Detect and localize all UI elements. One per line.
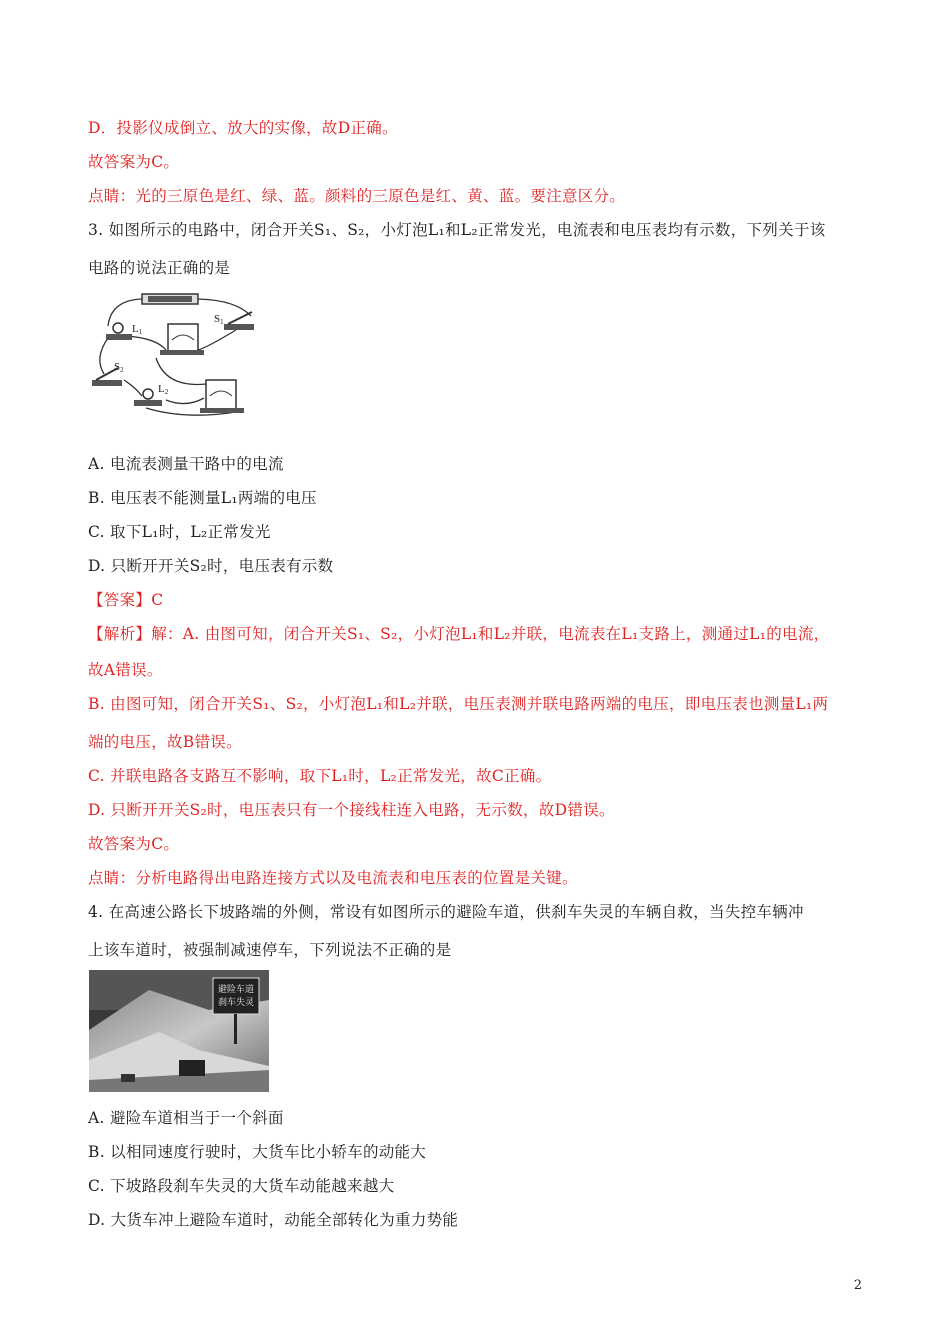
page-number: 2 xyxy=(853,1278,862,1293)
option-b: B. 以相同速度行驶时，大货车比小轿车的动能大 xyxy=(88,1143,427,1161)
question-4-text: 4. 在高速公路长下坡路端的外侧，常设有如图所示的避险车道，供刹车失灵的车辆自救，当失控车辆冲 xyxy=(88,903,804,921)
option-d: D. 大货车冲上避险车道时，动能全部转化为重力势能 xyxy=(88,1211,459,1229)
option-a: A. 避险车道相当于一个斜面 xyxy=(88,1109,284,1127)
option-d: D. 只断开开关S₂时，电压表有示数 xyxy=(88,557,334,575)
explanation-line: D．投影仪成倒立、放大的实像，故D正确。 xyxy=(88,119,398,137)
explanation-line: D. 只断开开关S₂时，电压表只有一个接线柱连入电路，无示数，故D错误。 xyxy=(88,801,615,819)
option-a: A. 电流表测量干路中的电流 xyxy=(88,455,284,473)
option-c: C. 取下L₁时，L₂正常发光 xyxy=(88,523,271,541)
explanation-line: B. 由图可知，闭合开关S₁、S₂，小灯泡L₁和L₂并联，电压表测并联电路两端的电压，即电压表也测量L₁两 xyxy=(88,695,829,713)
question-3-text: 3. 如图所示的电路中，闭合开关S₁、S₂，小灯泡L₁和L₂正常发光，电流表和电压表均有示数，下列关于该 xyxy=(88,221,826,239)
answer-line: 【答案】C xyxy=(88,591,164,609)
answer-summary: 故答案为C。 xyxy=(88,153,180,171)
explanation-line: 故A错误。 xyxy=(88,661,163,679)
question-4-text-cont: 上该车道时，被强制减速停车，下列说法不正确的是 xyxy=(88,941,452,959)
option-b: B. 电压表不能测量L₁两端的电压 xyxy=(88,489,317,507)
label-l1: L1 xyxy=(132,323,143,336)
circuit-figure xyxy=(86,288,266,420)
note-line: 点睛：分析电路得出电路连接方式以及电流表和电压表的位置是关键。 xyxy=(88,869,578,887)
sign-text-2: 刹车失灵 xyxy=(217,998,255,1008)
sign-text-1: 避险车道 xyxy=(217,985,255,995)
label-s1: S1 xyxy=(214,313,224,326)
note-line: 点睛：光的三原色是红、绿、蓝。颜料的三原色是红、黄、蓝。要注意区分。 xyxy=(88,187,626,205)
answer-summary: 故答案为C。 xyxy=(88,835,180,853)
label-s2: S2 xyxy=(114,361,124,374)
explanation-line: 【解析】解：A. 由图可知，闭合开关S₁、S₂，小灯泡L₁和L₂并联，电流表在L₁支路上，测通过L₁的电流， xyxy=(88,625,830,643)
explanation-line: C. 并联电路各支路互不影响，取下L₁时，L₂正常发光，故C正确。 xyxy=(88,767,552,785)
label-l2: L2 xyxy=(158,383,169,396)
question-3-text-cont: 电路的说法正确的是 xyxy=(88,259,231,277)
option-c: C. 下坡路段刹车失灵的大货车动能越来越大 xyxy=(88,1177,395,1195)
explanation-line: 端的电压，故B错误。 xyxy=(88,733,242,751)
escape-lane-photo xyxy=(89,970,269,1092)
